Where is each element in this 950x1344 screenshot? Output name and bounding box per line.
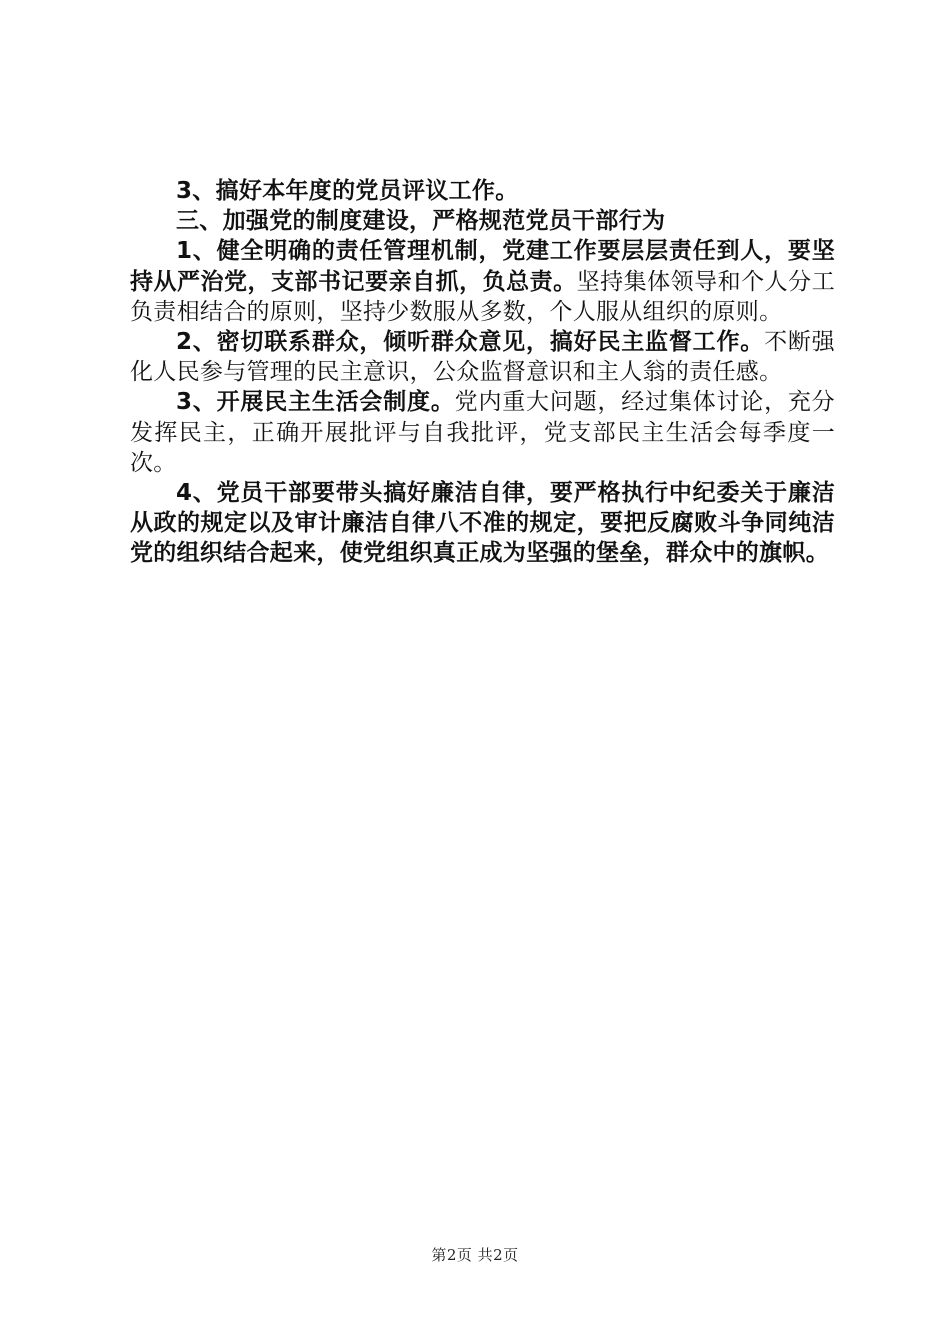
document-body <box>130 176 835 569</box>
section-heading-3 <box>130 206 835 236</box>
paragraph-lead-text: 1、健全明确的责任管理机制，党建工作要层层责任到人，要坚持从严治党，支部书记要亲自抓，负总责。 <box>130 238 835 295</box>
paragraph-lead-text: 4、党员干部要带头搞好廉洁自律，要严格执行中纪委关于廉洁从政的规定以及审计廉洁自律八不准的规定，要把反腐败斗争同纯洁党的组织结合起来，使党组织真正成为坚强的堡垒，群众中的旗帜。 <box>130 480 835 567</box>
paragraph-text-rest: 党内重大问题，经过集体讨论，充分发挥民主，正确开展批评与自我批评，党支部民主生活会每季度一次。 <box>130 389 835 476</box>
page-number-footer: 第2页 共2页 <box>431 1246 519 1264</box>
paragraph-item-2-contact-masses <box>130 327 835 387</box>
paragraph-text-rest: 坚持集体领导和个人分工负责相结合的原则，坚持少数服从多数，个人服从组织的原则。 <box>130 268 835 325</box>
paragraph-text: 3、搞好本年度的党员评议工作。 <box>176 178 519 204</box>
paragraph-text-rest: 不断强化人民参与管理的民主意识，公众监督意识和主人翁的责任感。 <box>130 329 835 386</box>
paragraph-lead-text: 2、密切联系群众，倾听群众意见，搞好民主监督工作。 <box>176 329 765 356</box>
paragraph-lead-text: 3、开展民主生活会制度。 <box>176 389 455 416</box>
section-heading-text: 三、加强党的制度建设，严格规范党员干部行为 <box>176 208 666 235</box>
paragraph-item-1-responsibility <box>130 236 835 327</box>
paragraph-item-3-democratic-life <box>130 387 835 478</box>
paragraph-item-4-integrity <box>130 478 835 569</box>
paragraph-item-3-appraisal <box>130 176 835 206</box>
